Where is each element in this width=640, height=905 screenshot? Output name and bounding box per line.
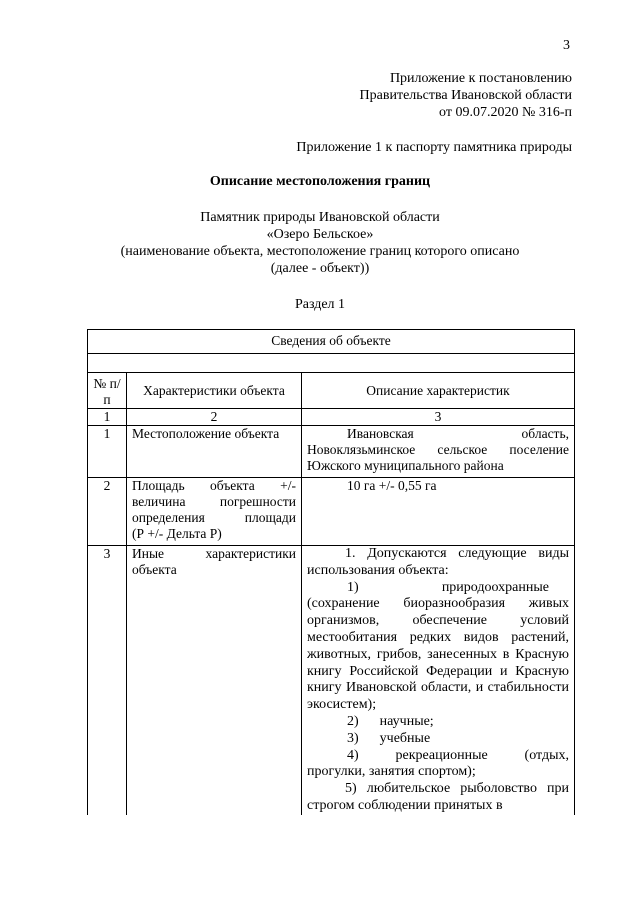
numbering-cell: 3 bbox=[302, 409, 575, 426]
row-characteristic bbox=[127, 546, 302, 815]
row-characteristic-text: (Р +/- Дельта Р) bbox=[132, 526, 222, 541]
row-characteristic-text: Иные характеристики объекта bbox=[132, 546, 296, 577]
list-item-text: природоохранные bbox=[441, 579, 549, 595]
row-description bbox=[302, 426, 575, 478]
row-num: 2 bbox=[88, 478, 127, 546]
header-description: Описание характеристик bbox=[302, 373, 575, 409]
table-row bbox=[88, 546, 575, 815]
appendix-header-line: Приложение к постановлению bbox=[389, 71, 572, 86]
list-item-marker: 1) bbox=[347, 579, 359, 595]
appendix-header bbox=[360, 70, 572, 121]
list-item: прогулки, занятия спортом); bbox=[307, 764, 476, 780]
appendix-header-line: Правительства Ивановской области bbox=[359, 88, 572, 103]
object-name-line: Памятник природы Ивановской области bbox=[200, 210, 440, 225]
table-empty-row bbox=[88, 354, 575, 373]
table-caption: Сведения об объекте bbox=[88, 330, 575, 354]
table-header-row bbox=[88, 373, 575, 409]
list-item: 3) учебные bbox=[347, 730, 431, 746]
numbering-cell: 1 bbox=[88, 409, 127, 426]
row-characteristic-text: Площадь объекта +/- величина погрешности определения площади bbox=[132, 478, 296, 525]
section-title: Раздел 1 bbox=[294, 297, 346, 312]
row-characteristic: Местоположение объекта bbox=[127, 426, 302, 478]
row-description-line: Ивановская область, bbox=[347, 426, 569, 441]
table-caption-row bbox=[88, 330, 575, 354]
object-info-table bbox=[87, 329, 575, 815]
table-empty-cell bbox=[88, 354, 575, 373]
row-num: 3 bbox=[88, 546, 127, 815]
header-characteristic: Характеристики объекта bbox=[127, 373, 302, 409]
row-description bbox=[302, 546, 575, 815]
row-description: 10 га +/- 0,55 га bbox=[302, 478, 575, 546]
appendix-header-line: от 09.07.2020 № 316-п bbox=[439, 105, 572, 120]
list-item: 4) рекреационные (отдых, bbox=[347, 747, 569, 763]
row-description-line: Новоклязьминское сельское поселение Южского муниципального района bbox=[307, 442, 569, 473]
object-name-note: (далее - объект)) bbox=[270, 261, 370, 276]
page-number: 3 bbox=[563, 38, 570, 53]
passport-appendix-line: Приложение 1 к паспорту памятника природы bbox=[296, 140, 572, 155]
object-name-line: «Озеро Бельское» bbox=[266, 227, 374, 242]
object-name-block bbox=[80, 209, 560, 277]
object-name-note: (наименование объекта, местоположение границ которого описано bbox=[120, 244, 520, 259]
row-num: 1 bbox=[88, 426, 127, 478]
document-title: Описание местоположения границ bbox=[209, 174, 431, 189]
table-numbering-row bbox=[88, 409, 575, 426]
list-item: 5) любительское рыболовство при строгом соблюдении принятых в bbox=[307, 781, 569, 813]
numbering-cell: 2 bbox=[127, 409, 302, 426]
row-characteristic bbox=[127, 478, 302, 546]
header-num: № п/п bbox=[88, 373, 127, 409]
table-row bbox=[88, 478, 575, 546]
table-row bbox=[88, 426, 575, 478]
list-item: 1. Допускаются следующие виды использования объекта: bbox=[307, 546, 569, 578]
list-item: (сохранение биоразнообразия живых организмов, обеспечение условий местообитания редких видов растений, животных, грибов, занесенных в Красную книгу Российской Федерации и Красную книгу Ивановской области, и стабильности экосистем); bbox=[307, 596, 569, 713]
list-item bbox=[307, 580, 569, 597]
list-item: 2) научные; bbox=[347, 713, 434, 729]
